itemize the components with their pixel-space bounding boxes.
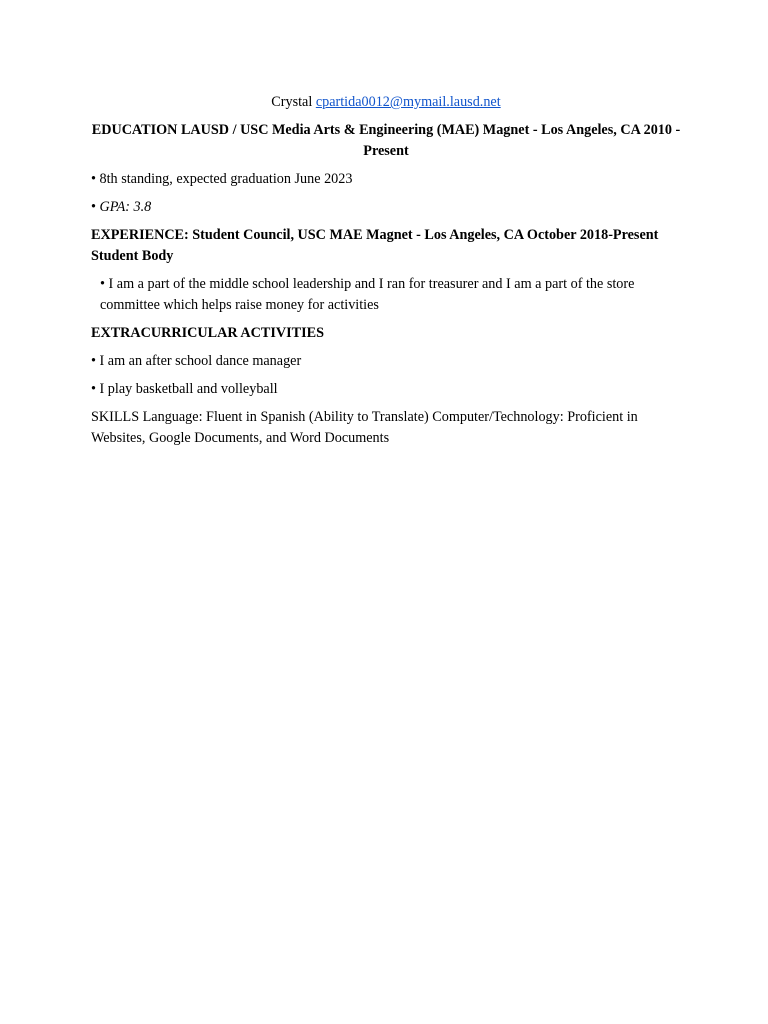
email-link[interactable]: cpartida0012@mymail.lausd.net [315,94,501,110]
skills-line: SKILLS Language: Fluent in Spanish (Ability to Translate) Computer/Technology: Proficient in Websites, Google Documents, and Word Documents [91,409,638,446]
header-line [91,92,681,113]
education-bullet-standing: • 8th standing, expected graduation June 2023 [91,171,353,187]
experience-bullet: • I am a part of the middle school leadership and I ran for treasurer and I am a part of the store committee which helps raise money for activities [100,276,635,313]
extracurricular-bullet-dance: • I am an after school dance manager [91,353,302,369]
gpa-text: GPA: 3.8 [99,199,152,215]
extracurricular-heading: EXTRACURRICULAR ACTIVITIES [91,325,324,341]
experience-heading: EXPERIENCE: Student Council, USC MAE Magnet - Los Angeles, CA October 2018-Present Student Body [91,227,659,264]
resume-document [91,92,681,449]
education-heading: EDUCATION LAUSD / USC Media Arts & Engineering (MAE) Magnet - Los Angeles, CA 2010 - Present [91,122,681,159]
name-text: Crystal [271,94,313,110]
gpa-bullet-marker: • [91,199,100,215]
education-bullet-gpa [91,197,681,218]
extracurricular-bullet-sports: • I play basketball and volleyball [91,381,278,397]
